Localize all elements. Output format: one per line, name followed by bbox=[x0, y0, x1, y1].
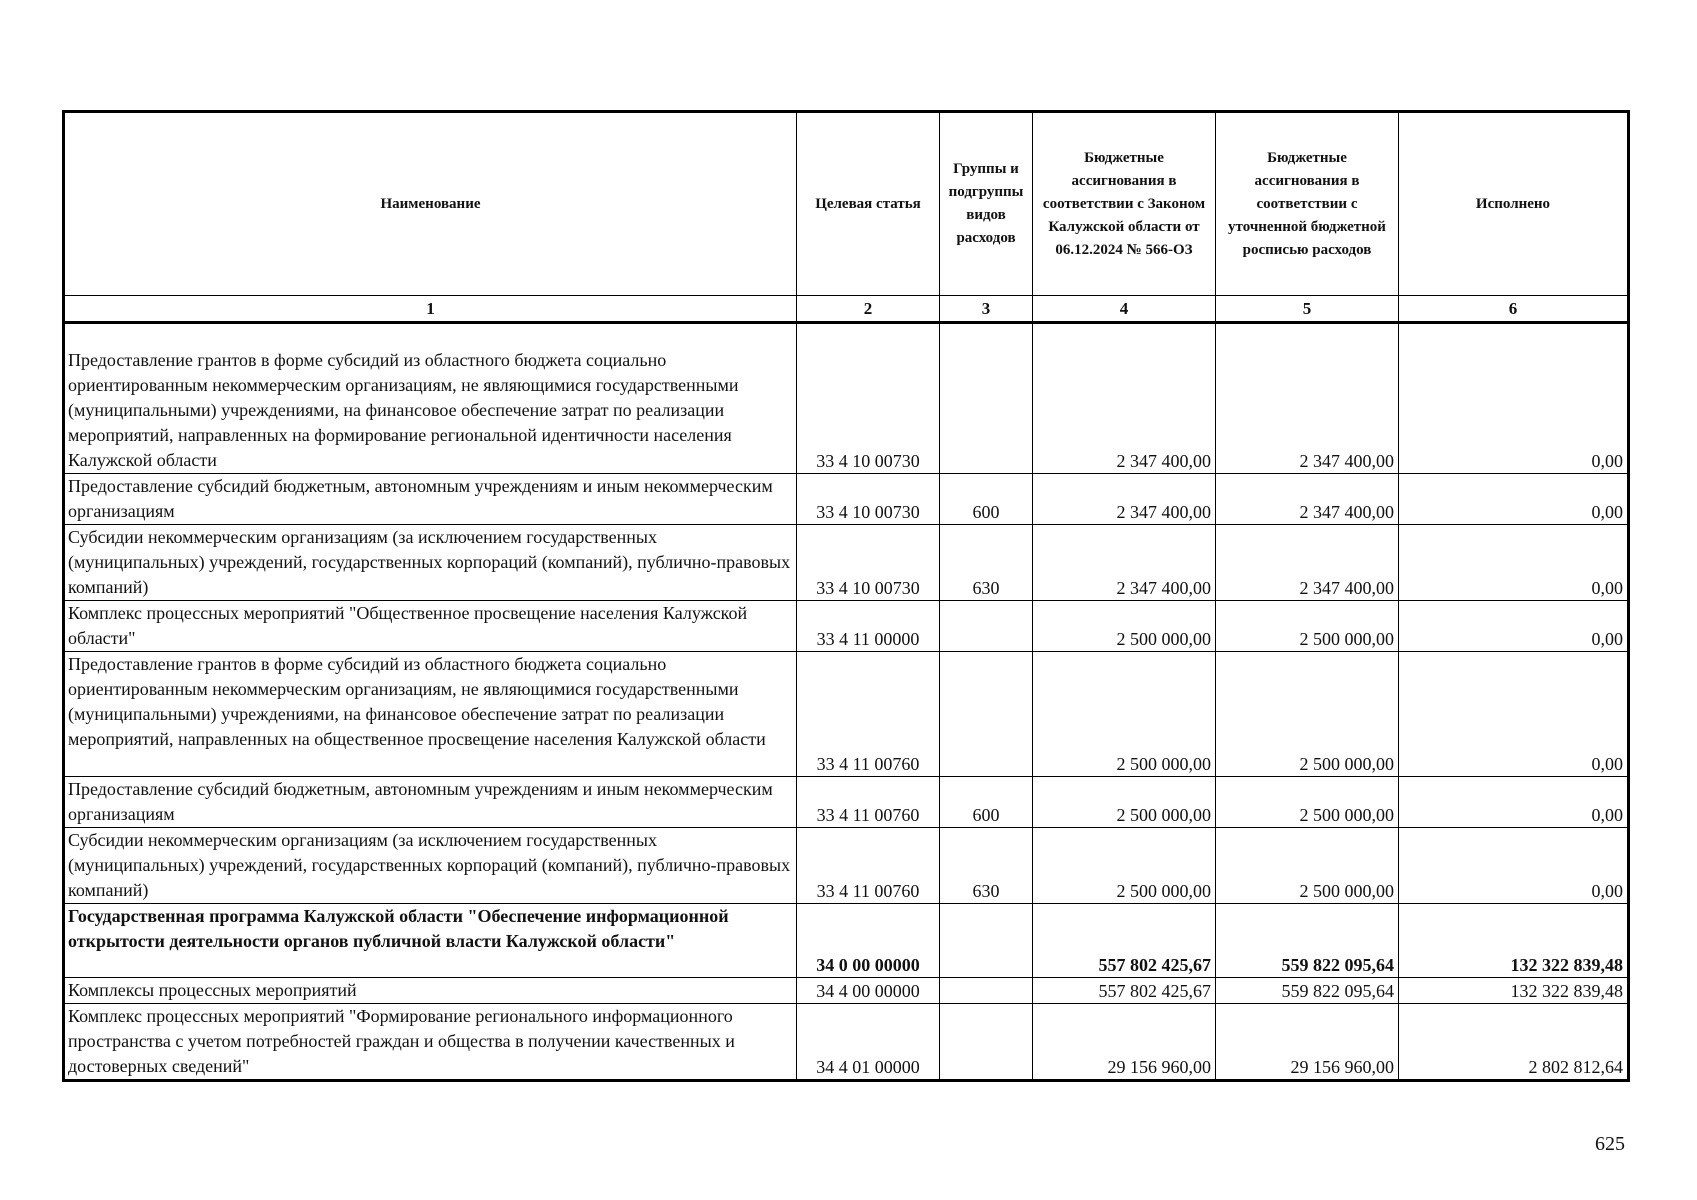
header-refined: Бюджетные ассигнования в соответствии с уточненной бюджетной росписью расходов bbox=[1216, 112, 1399, 296]
row-executed: 0,00 bbox=[1399, 777, 1629, 828]
table-row bbox=[64, 525, 1629, 601]
row-code: 33 4 11 00760 bbox=[797, 652, 940, 777]
row-group bbox=[940, 652, 1033, 777]
column-number: 1 bbox=[64, 296, 797, 323]
header-code: Целевая статья bbox=[797, 112, 940, 296]
row-code: 33 4 10 00730 bbox=[797, 323, 940, 474]
table-row bbox=[64, 978, 1629, 1004]
row-name: Предоставление грантов в форме субсидий из областного бюджета социально ориентированным некоммерческим организациям, не являющимися государственными (муниципальными) учреждениями, на финансовое обеспечение затрат по реализации мероприятий, направленных на формирование региональной идентичности населения Калужской области bbox=[64, 323, 797, 474]
header-law: Бюджетные ассигнования в соответствии с Законом Калужской области от 06.12.2024 № 566-ОЗ bbox=[1033, 112, 1216, 296]
row-refined: 2 500 000,00 bbox=[1216, 828, 1399, 904]
table-row bbox=[64, 652, 1629, 777]
row-code: 33 4 11 00760 bbox=[797, 777, 940, 828]
row-executed: 0,00 bbox=[1399, 525, 1629, 601]
row-law: 2 500 000,00 bbox=[1033, 777, 1216, 828]
row-refined: 2 500 000,00 bbox=[1216, 652, 1399, 777]
row-code: 34 4 01 00000 bbox=[797, 1004, 940, 1081]
row-group bbox=[940, 1004, 1033, 1081]
row-law: 2 347 400,00 bbox=[1033, 525, 1216, 601]
row-name: Предоставление субсидий бюджетным, автономным учреждениям и иным некоммерческим организациям bbox=[64, 474, 797, 525]
table-row bbox=[64, 777, 1629, 828]
row-code: 33 4 10 00730 bbox=[797, 474, 940, 525]
row-executed: 0,00 bbox=[1399, 828, 1629, 904]
table-row bbox=[64, 601, 1629, 652]
row-executed: 132 322 839,48 bbox=[1399, 978, 1629, 1004]
row-refined: 559 822 095,64 bbox=[1216, 904, 1399, 978]
row-code: 34 0 00 00000 bbox=[797, 904, 940, 978]
row-executed: 0,00 bbox=[1399, 652, 1629, 777]
row-name: Субсидии некоммерческим организациям (за исключением государственных (муниципальных) учреждений, государственных корпораций (компаний), публично-правовых компаний) bbox=[64, 525, 797, 601]
column-number-row bbox=[64, 296, 1629, 323]
row-code: 33 4 10 00730 bbox=[797, 525, 940, 601]
row-executed: 0,00 bbox=[1399, 601, 1629, 652]
row-group: 630 bbox=[940, 828, 1033, 904]
row-executed: 132 322 839,48 bbox=[1399, 904, 1629, 978]
column-number: 3 bbox=[940, 296, 1033, 323]
row-executed: 2 802 812,64 bbox=[1399, 1004, 1629, 1081]
row-refined: 2 347 400,00 bbox=[1216, 323, 1399, 474]
column-number: 2 bbox=[797, 296, 940, 323]
row-law: 2 500 000,00 bbox=[1033, 601, 1216, 652]
row-refined: 2 347 400,00 bbox=[1216, 474, 1399, 525]
header-group: Группы и подгруппы видов расходов bbox=[940, 112, 1033, 296]
header-name: Наименование bbox=[64, 112, 797, 296]
row-name: Предоставление грантов в форме субсидий из областного бюджета социально ориентированным некоммерческим организациям, не являющимися государственными (муниципальными) учреждениями, на финансовое обеспечение затрат по реализации мероприятий, направленных на общественное просвещение населения Калужской области bbox=[64, 652, 797, 777]
row-refined: 2 347 400,00 bbox=[1216, 525, 1399, 601]
row-code: 34 4 00 00000 bbox=[797, 978, 940, 1004]
column-number: 5 bbox=[1216, 296, 1399, 323]
row-law: 2 500 000,00 bbox=[1033, 652, 1216, 777]
row-name: Предоставление субсидий бюджетным, автономным учреждениям и иным некоммерческим организациям bbox=[64, 777, 797, 828]
table-row-program bbox=[64, 904, 1629, 978]
row-name: Государственная программа Калужской области "Обеспечение информационной открытости деятельности органов публичной власти Калужской области" bbox=[64, 904, 797, 978]
row-name: Комплекс процессных мероприятий "Формирование регионального информационного пространства с учетом потребностей граждан и общества в получении качественных и достоверных сведений" bbox=[64, 1004, 797, 1081]
row-law: 29 156 960,00 bbox=[1033, 1004, 1216, 1081]
row-refined: 29 156 960,00 bbox=[1216, 1004, 1399, 1081]
row-group bbox=[940, 904, 1033, 978]
row-law: 2 347 400,00 bbox=[1033, 323, 1216, 474]
row-group: 600 bbox=[940, 777, 1033, 828]
row-executed: 0,00 bbox=[1399, 323, 1629, 474]
row-refined: 2 500 000,00 bbox=[1216, 601, 1399, 652]
row-group bbox=[940, 323, 1033, 474]
row-name: Субсидии некоммерческим организациям (за исключением государственных (муниципальных) учреждений, государственных корпораций (компаний), публично-правовых компаний) bbox=[64, 828, 797, 904]
row-name: Комплекс процессных мероприятий "Общественное просвещение населения Калужской области" bbox=[64, 601, 797, 652]
table-row bbox=[64, 323, 1629, 474]
row-law: 2 500 000,00 bbox=[1033, 828, 1216, 904]
table-row bbox=[64, 474, 1629, 525]
table-row bbox=[64, 828, 1629, 904]
page-number: 625 bbox=[1595, 1133, 1625, 1155]
row-group: 600 bbox=[940, 474, 1033, 525]
row-law: 2 347 400,00 bbox=[1033, 474, 1216, 525]
column-number: 4 bbox=[1033, 296, 1216, 323]
table-row bbox=[64, 1004, 1629, 1081]
row-code: 33 4 11 00760 bbox=[797, 828, 940, 904]
row-law: 557 802 425,67 bbox=[1033, 904, 1216, 978]
row-refined: 2 500 000,00 bbox=[1216, 777, 1399, 828]
row-group bbox=[940, 978, 1033, 1004]
row-law: 557 802 425,67 bbox=[1033, 978, 1216, 1004]
row-refined: 559 822 095,64 bbox=[1216, 978, 1399, 1004]
row-group: 630 bbox=[940, 525, 1033, 601]
budget-execution-table bbox=[62, 110, 1630, 1082]
header-executed: Исполнено bbox=[1399, 112, 1629, 296]
row-name: Комплексы процессных мероприятий bbox=[64, 978, 797, 1004]
column-number: 6 bbox=[1399, 296, 1629, 323]
row-executed: 0,00 bbox=[1399, 474, 1629, 525]
header-row bbox=[64, 112, 1629, 296]
row-group bbox=[940, 601, 1033, 652]
row-code: 33 4 11 00000 bbox=[797, 601, 940, 652]
